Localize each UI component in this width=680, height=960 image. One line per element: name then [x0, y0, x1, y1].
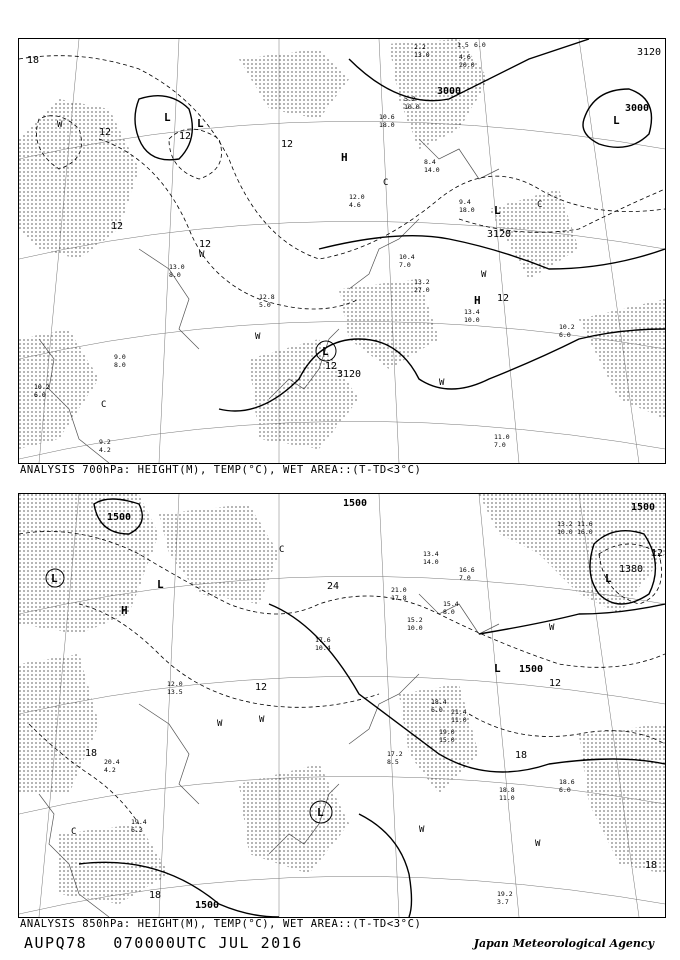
- station-value: 6.0: [431, 706, 443, 714]
- station-value: 2.2: [414, 43, 426, 51]
- station-value: 6.0: [474, 41, 486, 49]
- height-label: 3120: [637, 47, 662, 58]
- station-value: 18.6: [559, 778, 575, 786]
- caption-850hpa: ANALYSIS 850hPa: HEIGHT(M), TEMP(°C), WET AREA::(T-TD<3°C): [20, 918, 422, 930]
- station-value: 6.3: [131, 826, 143, 834]
- station-value: 12.8: [259, 293, 275, 301]
- temp-label: 12: [325, 361, 338, 372]
- station-value: 3.7: [497, 898, 509, 906]
- height-label: 3120: [337, 369, 362, 380]
- temp-label: 18: [27, 55, 40, 66]
- height-label: 1500: [631, 502, 656, 513]
- temp-label: 12: [111, 221, 124, 232]
- low-center: L: [197, 117, 204, 130]
- station-value: 6.0: [559, 331, 571, 339]
- station-value: 13.0: [414, 51, 430, 59]
- station-value: 13.5: [167, 688, 183, 696]
- station-values-850: [104, 520, 593, 906]
- station-value: 18.0: [379, 121, 395, 129]
- high-center: H: [474, 294, 481, 307]
- station-value: 8.4: [424, 158, 436, 166]
- high-center: H: [121, 604, 128, 617]
- warm-center: W: [199, 250, 205, 260]
- station-value: 10.6: [379, 113, 395, 121]
- low-center: L: [494, 662, 501, 675]
- station-value: 17.6: [315, 636, 331, 644]
- station-value: 10.2: [559, 323, 575, 331]
- wet-areas-850: [19, 494, 665, 904]
- low-center: L: [322, 345, 329, 358]
- station-value: 17.8: [391, 594, 407, 602]
- height-label: 1500: [195, 900, 220, 911]
- temp-label: 12: [281, 139, 294, 150]
- high-center: H: [341, 151, 348, 164]
- temp-label: 12: [99, 127, 112, 138]
- station-value: 8.0: [169, 271, 181, 279]
- low-center: L: [605, 572, 612, 585]
- height-label: 1500: [343, 498, 368, 509]
- station-value: 20.0: [459, 61, 475, 69]
- station-value: 15.4: [443, 600, 459, 608]
- station-value: 19.0: [439, 728, 455, 736]
- station-value: 11.6: [577, 520, 593, 528]
- agency-credit: Japan Meteorological Agency: [473, 937, 654, 950]
- station-value: 8.0: [114, 361, 126, 369]
- temp-label: 18: [645, 860, 658, 871]
- station-value: 4.2: [99, 446, 111, 454]
- station-value: 4.6: [459, 53, 471, 61]
- cold-center: C: [537, 200, 543, 210]
- low-center: L: [51, 572, 58, 585]
- low-center: L: [157, 578, 164, 591]
- warm-center: W: [419, 825, 425, 835]
- low-center: L: [164, 111, 171, 124]
- analysis-850hpa-map: [18, 493, 666, 918]
- cold-center: C: [101, 400, 107, 410]
- low-center: L: [494, 204, 501, 217]
- map-850-canvas: [19, 494, 665, 917]
- station-value: 7.0: [494, 441, 506, 449]
- station-value: 10.0: [407, 624, 423, 632]
- temp-label: 12: [651, 548, 664, 559]
- warm-center: W: [217, 719, 223, 729]
- station-value: 19.2: [497, 890, 513, 898]
- station-value: 10.0: [464, 316, 480, 324]
- analysis-700hpa-map: [18, 38, 666, 464]
- station-value: 21.0: [391, 586, 407, 594]
- station-value: 13.4: [423, 550, 439, 558]
- temp-labels-850: [85, 548, 663, 901]
- height-label: 1500: [107, 512, 132, 523]
- cold-center: C: [71, 827, 77, 837]
- station-value: 7.0: [459, 574, 471, 582]
- height-label: 1380: [619, 564, 644, 575]
- station-value: 16.6: [459, 566, 475, 574]
- station-value: 14.0: [423, 558, 439, 566]
- low-center: L: [613, 114, 620, 127]
- station-value: 18.8: [499, 786, 515, 794]
- temp-label: 18: [515, 750, 528, 761]
- station-value: 10.0: [557, 528, 573, 536]
- height-label: 3120: [487, 229, 512, 240]
- station-value: 13.4: [464, 308, 480, 316]
- warm-center: W: [549, 623, 555, 633]
- station-value: 14.0: [424, 166, 440, 174]
- warm-center: W: [535, 839, 541, 849]
- station-value: 15.0: [439, 736, 455, 744]
- station-value: 6.0: [559, 786, 571, 794]
- map-700-canvas: [19, 39, 665, 463]
- station-value: 10.4: [399, 253, 415, 261]
- warm-center: W: [255, 332, 261, 342]
- station-value: 11.0: [499, 794, 515, 802]
- height-label: 1500: [519, 664, 544, 675]
- station-value: 5.0: [259, 301, 271, 309]
- station-value: 12.0: [167, 680, 183, 688]
- station-value: 10.0: [404, 103, 420, 111]
- warm-center: W: [481, 270, 487, 280]
- station-value: 9.0: [114, 353, 126, 361]
- station-value: 20.4: [104, 758, 120, 766]
- station-value: 21.4: [451, 708, 467, 716]
- station-value: 17.2: [387, 750, 403, 758]
- station-value: 8.5: [387, 758, 399, 766]
- temp-label: 24: [327, 581, 340, 592]
- station-value: 12.0: [349, 193, 365, 201]
- station-value: 11.0: [451, 716, 467, 724]
- temp-label: 12: [199, 239, 212, 250]
- station-value: 9.4: [459, 198, 471, 206]
- station-value: 27.0: [414, 286, 430, 294]
- temp-label: 12: [549, 678, 562, 689]
- station-value: 18.4: [431, 698, 447, 706]
- station-value: 4.6: [349, 201, 361, 209]
- chart-id: AUPQ78: [24, 934, 88, 952]
- cold-center: C: [279, 545, 285, 555]
- caption-700hpa: ANALYSIS 700hPa: HEIGHT(M), TEMP(°C), WET AREA::(T-TD<3°C): [20, 464, 422, 476]
- temp-label: 18: [85, 748, 98, 759]
- warm-center: W: [259, 715, 265, 725]
- station-value: 1.5: [457, 41, 469, 49]
- valid-time: 070000UTC JUL 2016: [113, 934, 303, 952]
- station-value: 13.2: [557, 520, 573, 528]
- station-value: 13.0: [169, 263, 185, 271]
- warm-center: W: [439, 378, 445, 388]
- height-label: 3000: [625, 103, 650, 114]
- cold-center: C: [383, 178, 389, 188]
- station-value: 6.0: [34, 391, 46, 399]
- chart-identifier: [24, 934, 303, 952]
- temp-label: 12: [179, 131, 192, 142]
- low-center: L: [317, 806, 324, 819]
- station-value: 19.4: [131, 818, 147, 826]
- station-value: 10.2: [34, 383, 50, 391]
- warm-center: W: [57, 120, 63, 130]
- station-value: 15.2: [407, 616, 423, 624]
- station-value: 8.0: [443, 608, 455, 616]
- station-value: 4.2: [104, 766, 116, 774]
- station-value: 5.2: [404, 95, 416, 103]
- station-value: 10.4: [315, 644, 331, 652]
- station-value: 13.2: [414, 278, 430, 286]
- station-value: 18.0: [459, 206, 475, 214]
- station-value: 7.0: [399, 261, 411, 269]
- height-label: 3000: [437, 86, 462, 97]
- station-value: 9.2: [99, 438, 111, 446]
- temp-label: 18: [149, 890, 162, 901]
- station-value: 11.0: [494, 433, 510, 441]
- temp-label: 12: [497, 293, 510, 304]
- temp-label: 12: [255, 682, 268, 693]
- station-value: 16.0: [577, 528, 593, 536]
